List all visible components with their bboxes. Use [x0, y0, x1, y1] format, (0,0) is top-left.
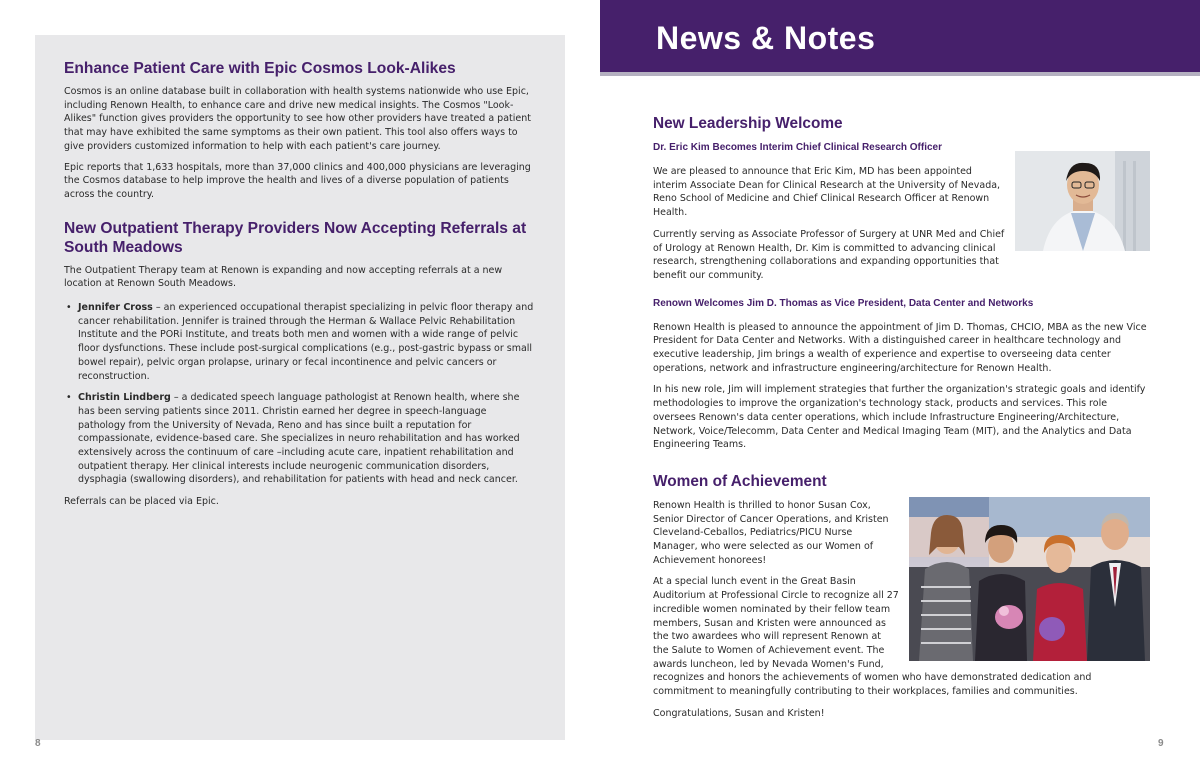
banner-underline [600, 72, 1200, 76]
banner-title: News & Notes [656, 20, 876, 56]
left-column [64, 59, 536, 516]
women-heading: Women of Achievement [653, 472, 827, 490]
page-number-right: 9 [1158, 738, 1164, 749]
thomas-paragraph-1: Renown Health is pleased to announce the appointment of Jim D. Thomas, CHCIO, MBA as the new Vice President for Data Center and Networks. With a distinguished career in healthcare technology and executive leadership, Jim brings a wealth of experience and expertise to overseeing data center operations, network and infrastructure engineering/architecture for Renown Health. [653, 321, 1147, 374]
cosmos-heading: Enhance Patient Care with Epic Cosmos Look-Alikes [64, 60, 456, 77]
provider-list [64, 301, 536, 487]
provider-name: Christin Lindberg [78, 392, 171, 404]
women-of-achievement-photo [909, 497, 1150, 661]
provider-name: Jennifer Cross [78, 302, 153, 314]
thomas-paragraph-2: In his new role, Jim will implement strategies that further the organization's strategic goals and identify methodologies to improve the organization's technology stack, products and services. This role oversees Renown's data center operations, which include Infrastructure Engineering/Architecture, Network, Voice/Telecomm, Data Center and Medical Imaging Team (MIT), and the Analytics and Data Engineering Teams. [653, 384, 1146, 451]
women-paragraph-2: At a special lunch event in the Great Basin Auditorium at Professional Circle to recognize all 27 incredible women nominated by their fellow team members, Susan and Kristen were announced as the two awardees who will represent Renown at the Salute to Women of Achievement event. The awards luncheon, led by Nevada Women's Fund, recognizes and honors the achievements of women who have demonstrated dedication and commitment to meaningfully contributing to their workplaces, families and communities. [653, 576, 1092, 698]
provider-item-christin-lindberg [64, 391, 536, 487]
group-photo-icon [909, 497, 1150, 661]
women-paragraph-3: Congratulations, Susan and Kristen! [653, 707, 825, 719]
bullet-icon: • [66, 392, 72, 404]
bullet-icon: • [66, 302, 72, 314]
eric-kim-photo [1015, 151, 1150, 251]
eric-kim-portrait-icon [1015, 151, 1150, 251]
kim-paragraph-2: Currently serving as Associate Professor of Surgery at UNR Med and Chief of Urology at Renown Health, Dr. Kim is committed to advancing clinical research, strengthening collaborations and expanding opportunities that benefit our community. [653, 228, 1005, 281]
kim-subheading: Dr. Eric Kim Becomes Interim Chief Clinical Research Officer [653, 142, 942, 153]
left-page-panel [35, 35, 565, 740]
page-number-left: 8 [35, 738, 41, 749]
provider-item-jennifer-cross [64, 301, 536, 383]
provider-description: – a dedicated speech language pathologist at Renown health, where she has been serving patients since 2011. Christin earned her degree in speech-language pathology from the University of Nevada, Reno and has since built a reputation for compassionate, evidence-based care. She specializes in neuro rehabilitation and has worked extensively across the continuum of care –including acute care, inpatient rehabilitation and outpatient therapy. Her clinical interests include neurogenic communication disorders, dysphagia (swallowing disorders), and rehabilitation for patients with head and neck cancer. [78, 392, 520, 486]
cosmos-paragraph-1: Cosmos is an online database built in collaboration with health systems nationwide who use Epic, including Renown Health, to enhance care and drive new medical insights. The Cosmos "Look-Alikes" function gives providers the opportunity to see how other providers have treated a patient that may have exhibited the same symptoms as their own patient. This tool also offers ways to give providers customized information to help with each patient's care journey. [64, 86, 531, 152]
leadership-heading: New Leadership Welcome [653, 115, 843, 132]
therapy-paragraph-2: Referrals can be placed via Epic. [64, 496, 219, 508]
news-banner [600, 0, 1200, 72]
thomas-subheading: Renown Welcomes Jim D. Thomas as Vice President, Data Center and Networks [653, 297, 1034, 309]
women-paragraph-1: Renown Health is thrilled to honor Susan Cox, Senior Director of Cancer Operations, and Kristen Cleveland-Ceballos, Pediatrics/PICU Nurse Manager, who were selected as our Women of Achievement honorees! [653, 499, 889, 566]
provider-description: – an experienced occupational therapist specializing in pelvic floor therapy and cancer rehabilitation. Jennifer is trained through the Herman & Wallace Pelvic Rehabilitation Institute and the PORi Institute, and treats both men and women with a wide range of pelvic floor dysfunctions. These include post-surgical complications (e.g., post-gastric bypass or small bowel repair), pelvic organ prolapse, urinary or fecal incontinence and pelvic cancers or reconstruction. [78, 302, 534, 382]
right-column [653, 114, 1150, 729]
therapy-paragraph-1: The Outpatient Therapy team at Renown is expanding and now accepting referrals at a new location at Renown South Meadows. [64, 264, 503, 290]
therapy-heading: New Outpatient Therapy Providers Now Accepting Referrals at South Meadows [64, 219, 527, 256]
cosmos-paragraph-2: Epic reports that 1,633 hospitals, more than 37,000 clinics and 400,000 physicians are leveraging the Cosmos database to help improve the health and lives of a diverse population of patients across the country. [64, 161, 531, 200]
kim-paragraph-1: We are pleased to announce that Eric Kim, MD has been appointed interim Associate Dean for Clinical Research at the University of Nevada, Reno School of Medicine and Chief Clinical Research Officer at Renown Health. [653, 166, 1001, 219]
